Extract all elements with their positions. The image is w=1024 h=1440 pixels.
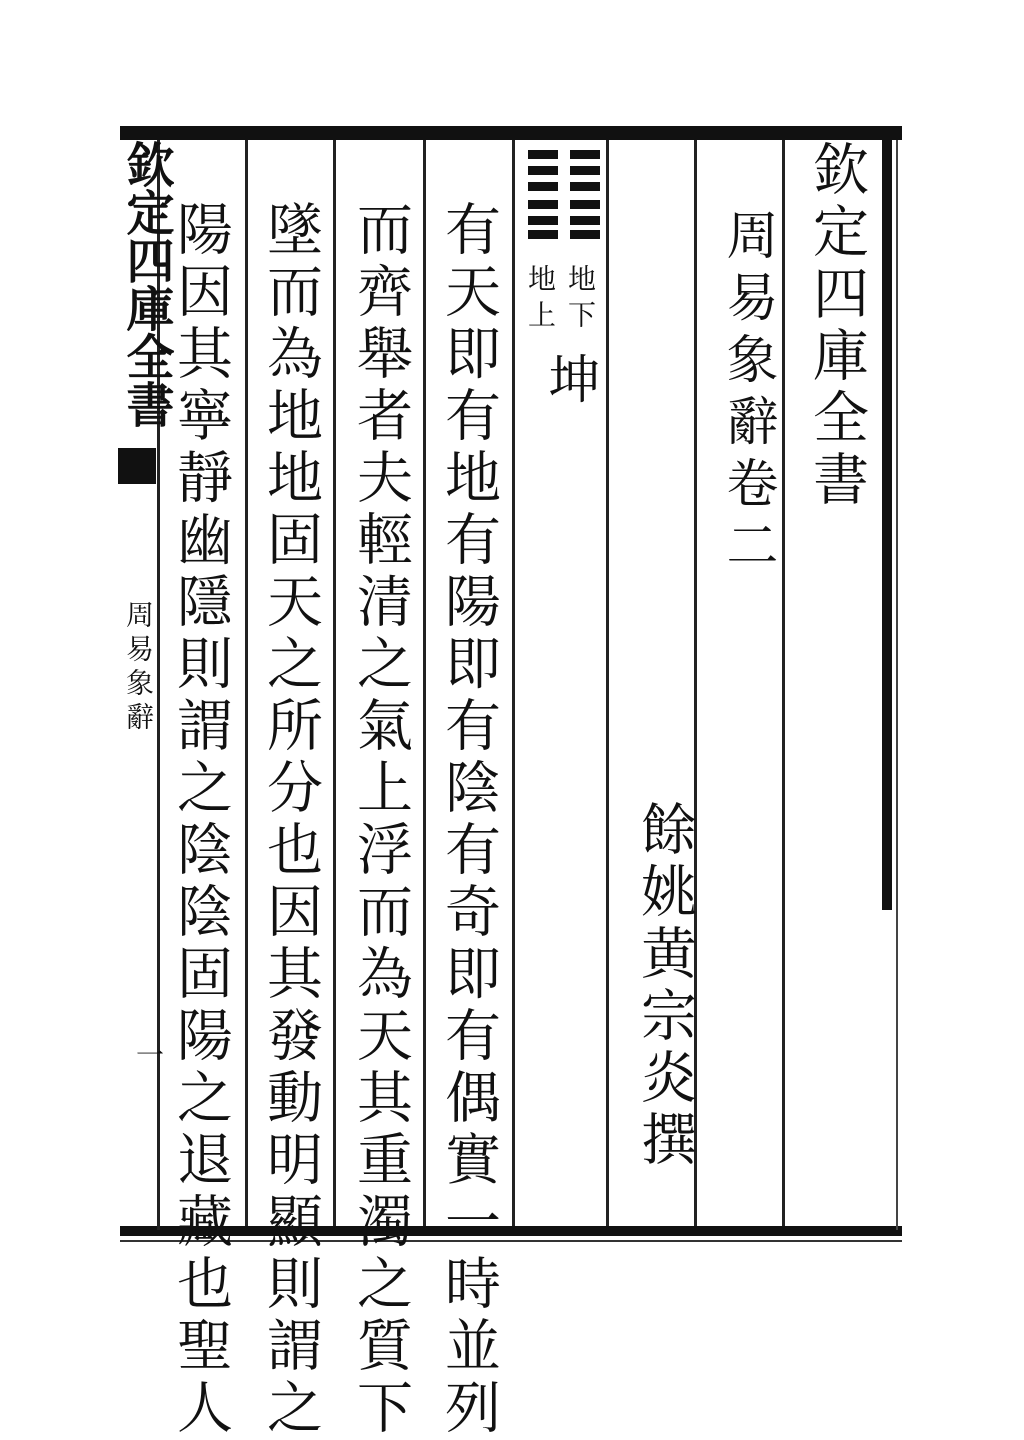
column-divider — [423, 140, 426, 1226]
book-title: 欽定四庫全書 — [804, 140, 869, 512]
column-divider — [245, 140, 248, 1226]
column-divider — [606, 140, 609, 1226]
trigram-note-upper: 地下 — [564, 264, 597, 336]
page-number: 一 — [132, 1040, 165, 1068]
bottom-frame-border — [120, 1226, 902, 1236]
fishtail-mark — [118, 448, 156, 484]
text-column-4: 陽因其寧靜幽隱則謂之陰陰固陽之退藏也聖人 — [168, 200, 233, 1440]
hexagram-name: 坤 — [539, 352, 599, 404]
text-column-3: 墜而為地地固天之所分也因其發動明顯則謂之 — [258, 200, 323, 1440]
bottom-frame-thin-line — [120, 1240, 902, 1242]
right-frame-border — [882, 130, 892, 910]
margin-book-title: 欽定四庫全書 — [118, 140, 174, 428]
top-frame-border — [120, 126, 902, 140]
column-divider — [333, 140, 336, 1226]
right-frame-thin-line — [896, 140, 898, 1230]
trigram-note-lower: 地上 — [524, 264, 557, 336]
text-column-2: 而齊舉者夫輕清之氣上浮而為天其重濁之質下 — [348, 200, 413, 1440]
volume-title: 周易象辭卷二 — [717, 208, 777, 580]
text-column-1: 有天即有地有陽即有陰有奇即有偶實一時並列 — [436, 200, 501, 1440]
kun-hexagram-symbol — [528, 150, 600, 238]
author-line: 餘姚黄宗炎撰 — [632, 800, 697, 1172]
column-divider — [512, 140, 515, 1226]
margin-label: 周易象辭 — [122, 600, 155, 736]
